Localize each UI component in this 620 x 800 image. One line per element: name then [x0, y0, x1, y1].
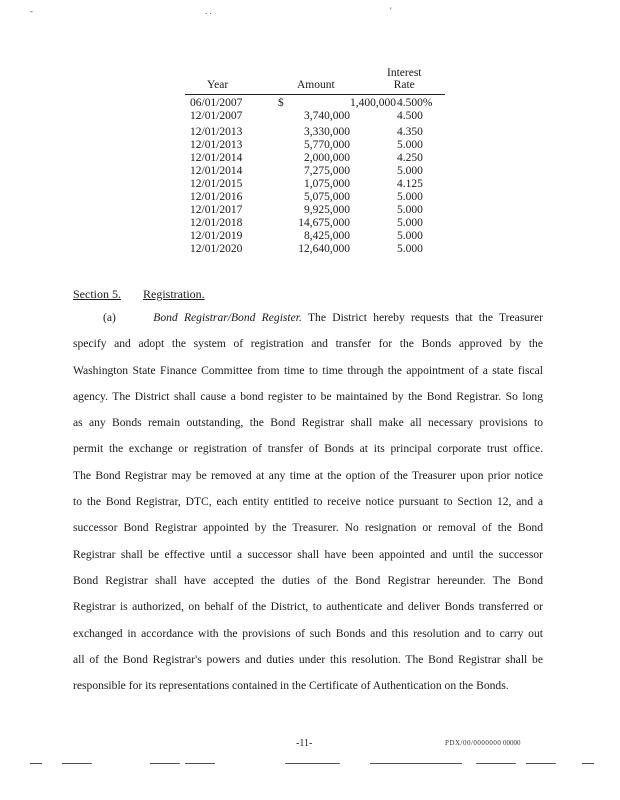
- cell-year: 12/01/2015: [190, 178, 243, 190]
- amount-value: 1,400,000: [350, 97, 396, 109]
- paragraph-line: to the Bond Registrar, DTC, each entity entitled to receive notice pursuant to Section 12, and a: [73, 495, 543, 509]
- section-number: Section 5.: [73, 287, 121, 301]
- cell-amount: 3,740,000: [304, 110, 350, 122]
- cell-amount: 5,075,000: [304, 191, 350, 203]
- paragraph-line: responsible for its representations contained in the Certificate of Authentication on the Bonds.: [73, 679, 509, 693]
- cell-rate: 4.350: [397, 126, 423, 138]
- paragraph-line: [73, 311, 543, 337]
- cell-year: 12/01/2017: [190, 204, 243, 216]
- paragraph-line: agency. The District shall cause a bond register to be maintained by the Bond Registrar. So long: [73, 389, 543, 403]
- paragraph-line: successor Bond Registrar appointed by the Treasurer. No resignation or removal of the Bond: [73, 521, 543, 535]
- line-text: The District hereby requests that the Treasurer: [307, 311, 543, 324]
- cell-rate: 5.000: [397, 230, 423, 242]
- scan-footer-rules: [0, 763, 620, 766]
- scan-rule: [62, 763, 92, 764]
- section-heading: [73, 287, 205, 302]
- scan-mark: -: [30, 6, 33, 16]
- cell-amount: 14,675,000: [298, 217, 350, 229]
- paragraph-line: Registrar shall be effective until a successor shall have been appointed and until the successor: [73, 547, 543, 561]
- cell-rate: 5.000: [397, 204, 423, 216]
- table-body: [185, 95, 445, 256]
- scan-rule: [185, 763, 215, 764]
- cell-year: 12/01/2019: [190, 230, 243, 242]
- subsection-label: (a): [103, 311, 116, 324]
- cell-year: 12/01/2007: [190, 110, 243, 122]
- cell-rate: 5.000: [397, 165, 423, 177]
- paragraph-line: exchanged in accordance with the provisions of such Bonds and this resolution and to carry out: [73, 626, 543, 640]
- subsection-title: Bond Registrar/Bond Register.: [153, 311, 302, 324]
- paragraph-line: Washington State Finance Committee from time to time through the appointment of a state fiscal: [73, 363, 543, 377]
- table-row: [185, 139, 445, 152]
- header-amount: Amount: [297, 79, 335, 91]
- scan-rule: [582, 763, 594, 764]
- cell-year: 12/01/2013: [190, 126, 243, 138]
- cell-amount: 12,640,000: [298, 243, 350, 255]
- table-row: [185, 230, 445, 243]
- table-row: [185, 243, 445, 256]
- paragraph-line: The Bond Registrar may be removed at any time at the option of the Treasurer upon prior notice: [73, 468, 543, 482]
- scan-rule: [370, 763, 462, 764]
- table-row: [185, 126, 445, 139]
- cell-amount: 1,075,000: [304, 178, 350, 190]
- cell-amount: 8,425,000: [304, 230, 350, 242]
- cell-year: 06/01/2007: [190, 97, 243, 109]
- cell-amount: 3,330,000: [304, 126, 350, 138]
- section-title: Registration.: [143, 287, 205, 301]
- table-row: [185, 217, 445, 230]
- cell-year: 12/01/2018: [190, 217, 243, 229]
- paragraph-line: permit the exchange or registration of transfer of Bonds at its principal corporate trust office.: [73, 442, 543, 456]
- cell-year: 12/01/2020: [190, 243, 243, 255]
- scan-artifacts: [0, 6, 620, 18]
- paragraph-line: Bond Registrar shall have accepted the duties of the Bond Registrar hereunder. The Bond: [73, 573, 543, 587]
- document-version: 00000: [503, 739, 521, 747]
- table-row: [185, 165, 445, 178]
- table-header: [185, 66, 445, 95]
- cell-rate: 4.500: [397, 110, 423, 122]
- cell-amount: 9,925,000: [304, 204, 350, 216]
- scan-rule: [30, 763, 42, 764]
- cell-rate: 4.250: [397, 152, 423, 164]
- cell-amount: 7,275,000: [304, 165, 350, 177]
- registration-paragraph: [73, 311, 543, 705]
- cell-year: 12/01/2014: [190, 165, 243, 177]
- scan-mark: . .: [205, 6, 212, 16]
- paragraph-line: all of the Bond Registrar's powers and duties under this resolution. The Bond Registrar shall be: [73, 652, 543, 666]
- scan-rule: [476, 763, 516, 764]
- scan-rule: [150, 763, 180, 764]
- cell-rate: 4.125: [397, 178, 423, 190]
- table-row: [185, 178, 445, 191]
- paragraph-line: as any Bonds remain outstanding, the Bond Registrar shall make all necessary provisions to: [73, 416, 543, 430]
- header-interest-rate: Interest Rate: [387, 67, 422, 91]
- paragraph-line: Registrar is authorized, on behalf of the District, to authenticate and deliver Bonds transferred or: [73, 600, 543, 614]
- scan-mark: ': [390, 6, 392, 16]
- table-row: [185, 97, 445, 110]
- page-number: -11-: [296, 738, 313, 749]
- cell-rate: 5.000: [397, 139, 423, 151]
- cell-rate: 4.500%: [397, 97, 433, 109]
- table-row: [185, 204, 445, 217]
- cell-year: 12/01/2013: [190, 139, 243, 151]
- header-year: Year: [207, 79, 229, 91]
- table-row: [185, 110, 445, 123]
- paragraph-line: specify and adopt the system of registration and transfer for the Bonds approved by the: [73, 337, 543, 351]
- document-id: PDX/00/0000000: [445, 739, 502, 747]
- cell-year: 12/01/2014: [190, 152, 243, 164]
- cell-rate: 5.000: [397, 191, 423, 203]
- scan-rule: [526, 763, 556, 764]
- table-row: [185, 152, 445, 165]
- dollar-sign: $: [278, 97, 284, 109]
- page-footer: [0, 738, 620, 778]
- scan-rule: [285, 763, 340, 764]
- cell-amount: 5,770,000: [304, 139, 350, 151]
- cell-rate: 5.000: [397, 217, 423, 229]
- cell-amount: 2,000,000: [304, 152, 350, 164]
- maturity-schedule-table: [185, 66, 445, 256]
- table-row: [185, 191, 445, 204]
- cell-rate: 5.000: [397, 243, 423, 255]
- cell-year: 12/01/2016: [190, 191, 243, 203]
